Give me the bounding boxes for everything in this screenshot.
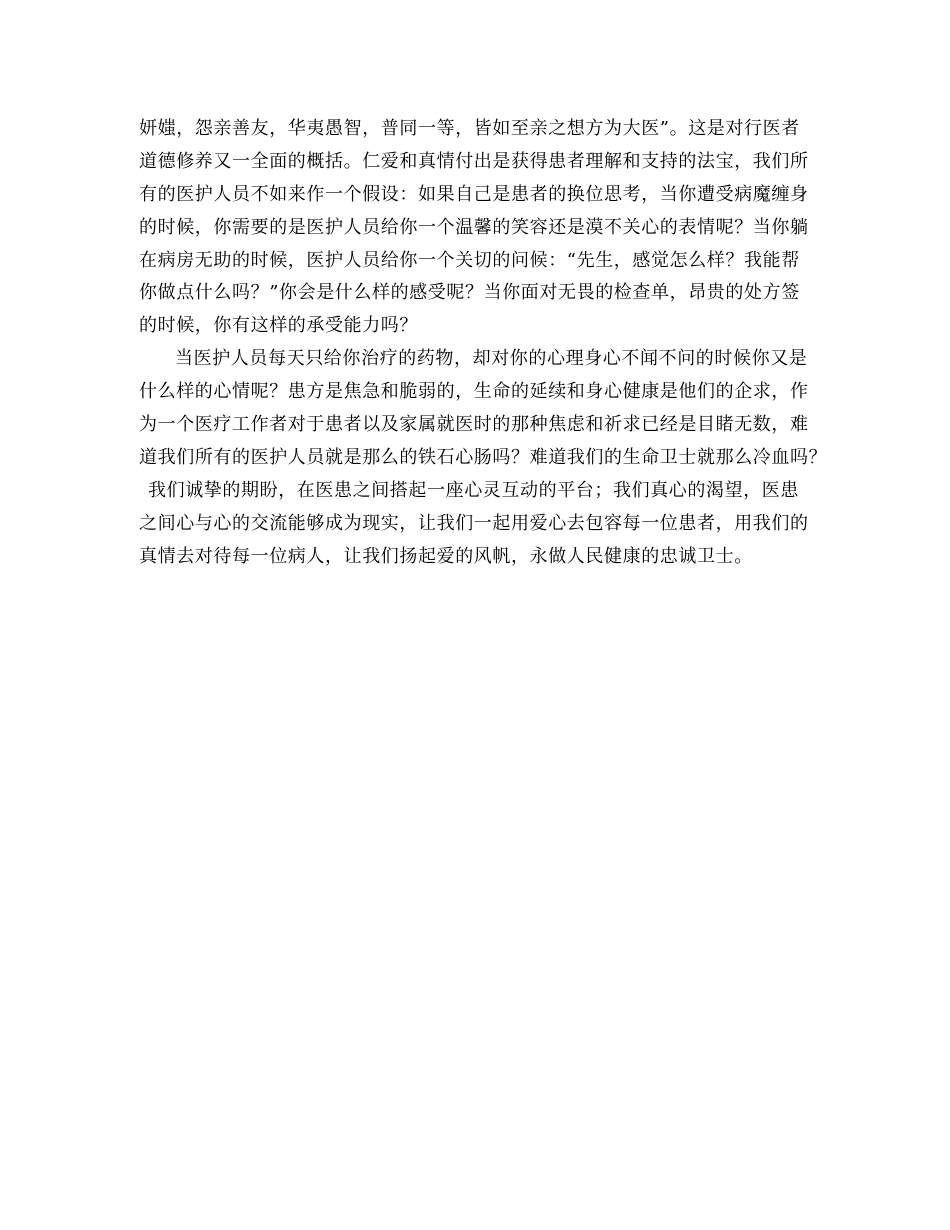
text-line: 的时候，你有这样的承受能力吗？: [139, 315, 418, 337]
text-line: 为一个医疗工作者对于患者以及家属就医时的那种焦虑和祈求已经是目睹无数，难: [139, 414, 809, 436]
text-line: 之间心与心的交流能够成为现实，让我们一起用爱心去包容每一位患者，用我们的: [139, 512, 809, 534]
text-line: 的时候，你需要的是医护人员给你一个温馨的笑容还是漠不关心的表情呢？当你躺: [139, 216, 809, 238]
text-line: 什么样的心情呢？患方是焦急和脆弱的，生命的延续和身心健康是他们的企求，作: [139, 381, 809, 403]
text-line: 在病房无助的时候，医护人员给你一个关切的问候：“先生，感觉怎么样？我能帮: [139, 249, 800, 271]
text-line: 真情去对待每一位病人，让我们扬起爱的风帆，永做人民健康的忠诚卫士。: [139, 545, 753, 567]
text-line: 道我们所有的医护人员就是那么的铁石心肠吗？难道我们的生命卫士就那么冷血吗？: [139, 446, 828, 468]
text-line: 我们诚挚的期盼，在医患之间搭起一座心灵互动的平台；我们真心的渴望，医患: [148, 479, 799, 501]
text-line: 妍媸，怨亲善友，华夷愚智，普同一等，皆如至亲之想方为大医”。这是对行医者: [139, 118, 800, 139]
text-line: 有的医护人员不如来作一个假设：如果自己是患者的换位思考，当你遭受病魔缠身: [139, 183, 809, 205]
text-line: 道德修养又一全面的概括。仁爱和真情付出是获得患者理解和支持的法宝，我们所: [139, 150, 809, 172]
text-line: 你做点什么吗？”你会是什么样的感受呢？当你面对无畏的检查单，昂贵的处方签: [139, 282, 800, 304]
text-line: 当医护人员每天只给你治疗的药物，却对你的心理身心不闻不问的时候你又是: [175, 348, 808, 370]
body-text: [139, 113, 829, 573]
